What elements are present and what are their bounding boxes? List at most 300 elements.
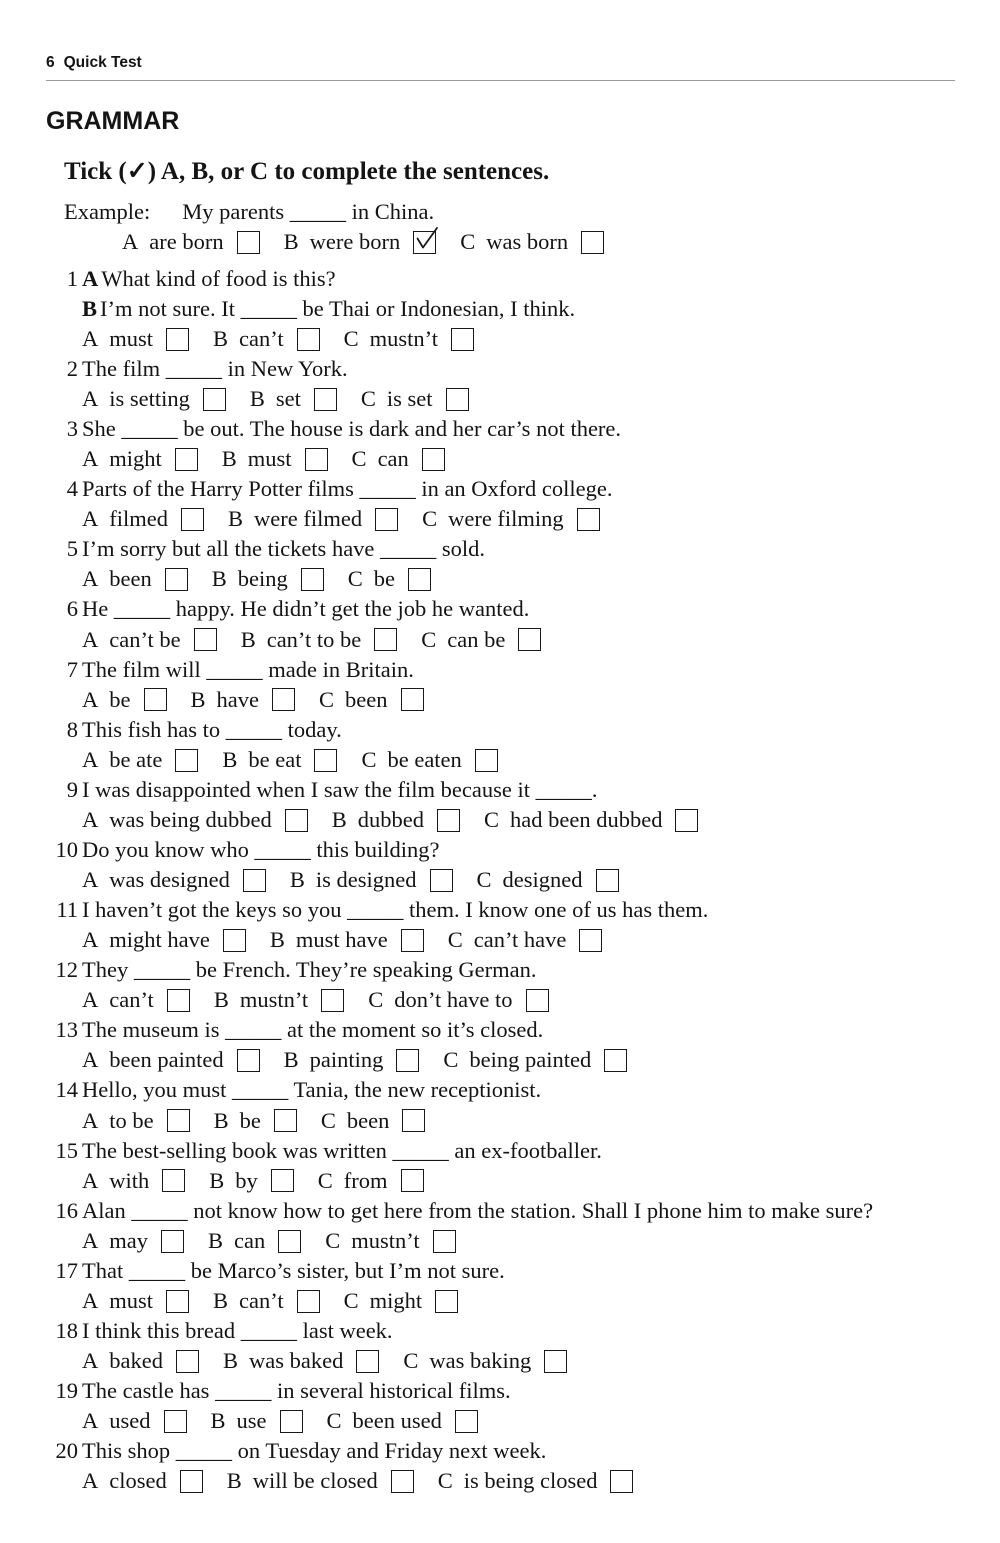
option-c [348,568,455,591]
option-a [122,228,284,254]
question-line [0,1016,1000,1046]
option-text: dubbed [357,806,424,832]
option-text: by [235,1167,258,1193]
answer-options [0,1406,1000,1436]
option-letter: A [82,506,99,532]
option-text: baked [109,1348,163,1374]
answer-checkbox[interactable] [175,448,198,471]
option-text: closed [109,1468,167,1494]
option-text: be ate [109,746,163,772]
question-2 [0,354,1000,414]
tick-icon [413,230,436,253]
option-text: been painted [109,1047,224,1073]
option-letter: A [82,1348,99,1374]
answer-options [0,1226,1000,1256]
option-letter: A [82,626,99,652]
option-letter: C [476,867,492,893]
option-text: were filming [448,506,564,532]
option-text: been [109,566,152,592]
option-a [82,746,222,772]
option-letter: C [347,566,363,592]
option-c [327,1410,502,1433]
option-letter: C [351,446,367,472]
answer-checkbox[interactable] [285,809,308,832]
answer-checkbox[interactable] [161,1230,184,1253]
answer-checkbox[interactable] [446,388,469,411]
option-text: can’t [239,325,284,351]
answer-checkbox[interactable] [164,1410,187,1433]
option-letter: B [331,806,347,832]
option-letter: B [213,1107,229,1133]
option-c [352,448,469,471]
answer-options [0,444,1000,474]
option-text: don’t have to [394,987,513,1013]
answer-checkbox[interactable] [278,1230,301,1253]
answer-checkbox[interactable] [176,1350,199,1373]
answer-checkbox[interactable] [408,568,431,591]
question-number: 18 [55,1317,78,1343]
question-number: 5 [66,536,78,562]
question-19 [0,1376,1000,1436]
option-text: being [237,566,288,592]
option-b [284,1049,444,1072]
option-a [82,628,241,651]
option-b [241,628,422,651]
option-letter: C [447,927,463,953]
option-letter: C [319,686,335,712]
question-text: Hello, you must _____ Tania, the new receptionist. [82,1077,542,1103]
option-a [82,1287,213,1313]
option-text: must have [295,927,388,953]
option-letter: A [82,1047,99,1073]
question-text: He _____ happy. He didn’t get the job he wanted. [82,596,530,622]
option-a [82,869,290,892]
answer-checkbox[interactable] [272,688,295,711]
answer-checkbox[interactable] [180,1470,203,1493]
option-c [438,1470,658,1493]
option-a [82,1350,223,1373]
option-text: can’t have [473,927,567,953]
example-sentence-row [64,197,434,227]
question-1 [0,264,1000,354]
question-number: 13 [55,1017,78,1043]
option-b [222,448,352,471]
answer-checkbox[interactable] [167,989,190,1012]
option-c [343,1287,483,1313]
question-line [0,1076,1000,1106]
option-letter: C [460,228,476,254]
question-7 [0,655,1000,715]
option-text: can be [447,626,506,652]
option-text: can’t [239,1287,284,1313]
question-text: The best-selling book was written _____ an ex-footballer. [82,1137,602,1163]
option-b [191,688,320,711]
option-text: was baked [249,1348,344,1374]
option-b [214,1109,321,1132]
answer-checkbox[interactable] [675,809,698,832]
question-text: That _____ be Marco’s sister, but I’m not sure. [82,1257,505,1283]
option-b [270,929,448,952]
option-letter: A [82,1167,99,1193]
question-line [0,1316,1000,1346]
option-c [421,628,565,651]
option-letter: B [226,1468,242,1494]
option-a [82,989,214,1012]
option-letter: A [82,446,99,472]
answer-checkbox[interactable] [396,1049,419,1072]
answer-checkbox[interactable] [223,929,246,952]
option-a [82,1169,209,1192]
question-number: 12 [55,957,78,983]
answer-checkbox[interactable] [374,628,397,651]
option-text: designed [502,867,583,893]
option-text: used [109,1408,151,1434]
answer-options [0,1106,1000,1136]
answer-checkbox[interactable] [402,1109,425,1132]
option-a [82,1227,208,1253]
answer-checkbox[interactable] [435,1290,458,1313]
option-text: must [247,446,292,472]
option-text: is being closed [463,1468,598,1494]
option-text: might [369,1287,423,1313]
answer-checkbox[interactable] [203,388,226,411]
option-letter: C [437,1468,453,1494]
option-text: be eaten [387,746,462,772]
question-text: I was disappointed when I saw the film because it _____. [82,776,598,802]
question-list [0,264,1000,1497]
answer-checkbox[interactable] [475,749,498,772]
option-letter: C [320,1107,336,1133]
answer-checkbox[interactable] [274,1109,297,1132]
answer-checkbox[interactable] [167,1109,190,1132]
option-b [283,228,461,254]
option-a [82,806,332,832]
answer-checkbox[interactable] [391,1470,414,1493]
option-letter: B [283,228,299,254]
question-text: She _____ be out. The house is dark and her car’s not there. [82,416,622,442]
question-5 [0,535,1000,595]
option-c [361,388,493,411]
question-number: 9 [66,776,78,802]
page-number: 6 [46,54,55,71]
option-b [213,325,344,351]
option-letter: B [269,927,285,953]
question-6 [0,595,1000,655]
answer-checkbox[interactable] [162,1169,185,1192]
question-number: 15 [55,1137,78,1163]
option-text: are born [149,228,224,254]
option-letter: C [422,506,438,532]
option-letter: B [213,1287,229,1313]
option-a [82,1410,211,1433]
option-letter: A [82,386,99,412]
option-letter: B [289,867,305,893]
answer-checkbox[interactable] [271,1169,294,1192]
option-a [82,388,250,411]
option-text: be [239,1107,261,1133]
option-letter: B [213,987,229,1013]
option-text: mustn’t [369,325,438,351]
option-c [368,989,572,1012]
option-text: be [109,686,131,712]
option-text: will be closed [252,1468,378,1494]
instruction: Tick (✓) A, B, or C to complete the sentences. [64,158,550,185]
option-b [222,746,361,772]
option-text: might [109,446,162,472]
example-sentence: My parents _____ in China. [182,198,435,224]
option-c [483,806,722,832]
option-letter: C [325,1227,341,1253]
option-letter: C [360,386,376,412]
answer-options [0,865,1000,895]
answer-checkbox[interactable] [314,749,337,772]
question-line [0,1436,1000,1466]
question-text: The film will _____ made in Britain. [82,656,414,682]
answer-checkbox[interactable] [175,749,198,772]
option-letter: B [283,1047,299,1073]
option-text: were filmed [254,506,363,532]
option-c [460,228,628,254]
question-text: Do you know who _____ this building? [82,836,440,862]
answer-options [0,1467,1000,1497]
question-10 [0,835,1000,895]
answer-options [0,1286,1000,1316]
question-line [0,775,1000,805]
question-line [0,294,1000,324]
option-c [477,869,643,892]
question-line [0,354,1000,384]
question-text: I’m not sure. It _____ be Thai or Indonesian, I think. [100,295,576,321]
option-letter: A [82,1408,99,1434]
question-18 [0,1316,1000,1376]
speaker-label: A [82,265,99,291]
question-text: What kind of food is this? [101,265,336,291]
question-17 [0,1256,1000,1316]
question-number: 4 [66,476,78,502]
answer-checkbox[interactable] [165,568,188,591]
option-text: had been dubbed [510,806,663,832]
answer-checkbox[interactable] [243,869,266,892]
option-text: is set [386,386,433,412]
option-c [325,1227,479,1253]
option-letter: B [211,566,227,592]
answer-checkbox[interactable] [430,869,453,892]
answer-checkbox[interactable] [401,929,424,952]
option-a [82,1470,227,1493]
question-number: 20 [55,1438,78,1464]
question-8 [0,715,1000,775]
option-letter: C [317,1167,333,1193]
answer-checkbox[interactable] [526,989,549,1012]
option-text: can’t be [109,626,181,652]
option-b [209,1169,318,1192]
option-letter: C [403,1348,419,1374]
option-c [448,929,627,952]
question-number: 6 [66,596,78,622]
answer-options [0,324,1000,354]
question-text: The castle has _____ in several historical films. [82,1378,511,1404]
answer-checkbox[interactable] [579,929,602,952]
answer-checkbox[interactable] [166,1290,189,1313]
answer-checkbox[interactable] [401,688,424,711]
option-a [82,688,191,711]
option-letter: C [368,987,384,1013]
answer-checkbox[interactable] [544,1350,567,1373]
question-text: The film _____ in New York. [82,355,348,381]
option-text: must [109,325,154,351]
option-letter: B [213,325,229,351]
option-letter: A [82,1287,99,1313]
option-text: may [109,1227,148,1253]
option-b [227,1470,438,1493]
option-text: to be [109,1107,154,1133]
answer-checkbox[interactable] [581,231,604,254]
option-letter: B [222,746,238,772]
answer-checkbox[interactable] [375,508,398,531]
answer-checkbox[interactable] [518,628,541,651]
page-header [46,54,142,72]
speaker-label: B [82,295,98,321]
option-b [290,869,477,892]
answer-checkbox[interactable] [297,328,320,351]
answer-checkbox[interactable] [455,1410,478,1433]
answer-checkbox[interactable] [301,568,324,591]
question-line [0,1196,1000,1226]
question-number: 14 [55,1077,78,1103]
option-letter: A [82,325,99,351]
answer-options [0,805,1000,835]
header-rule [46,80,955,81]
answer-options [0,925,1000,955]
option-c [361,746,521,772]
answer-checkbox[interactable] [401,1169,424,1192]
option-text: been used [352,1408,442,1434]
answer-checkbox[interactable] [577,508,600,531]
answer-checkbox[interactable] [194,628,217,651]
option-text: must [109,1287,154,1313]
question-line [0,1136,1000,1166]
answer-checkbox[interactable] [297,1290,320,1313]
option-text: can [377,446,409,472]
question-line [0,895,1000,925]
option-text: be [373,566,396,592]
option-text: set [275,386,301,412]
option-letter: B [222,1348,238,1374]
answer-checkbox[interactable] [610,1470,633,1493]
option-text: being painted [469,1047,592,1073]
option-a [82,325,213,351]
question-text: I haven’t got the keys so you _____ them. I know one of us has them. [82,897,709,923]
question-4 [0,474,1000,534]
option-b [223,1350,403,1373]
question-number: 10 [55,836,78,862]
answer-options [0,986,1000,1016]
option-letter: B [249,386,265,412]
question-line [0,474,1000,504]
answer-checkbox[interactable] [413,231,436,254]
option-letter: B [227,506,243,532]
option-text: was being dubbed [109,806,272,832]
option-text: have [216,686,259,712]
option-letter: C [343,1287,359,1313]
option-text: was designed [109,867,230,893]
example-label: Example: [64,198,151,224]
answer-options [0,685,1000,715]
option-a [82,508,228,531]
question-13 [0,1016,1000,1076]
answer-checkbox[interactable] [166,328,189,351]
question-9 [0,775,1000,835]
answer-options [0,384,1000,414]
option-c [343,325,498,351]
option-letter: A [122,228,139,254]
answer-checkbox[interactable] [181,508,204,531]
answer-checkbox[interactable] [422,448,445,471]
option-letter: A [82,867,99,893]
question-16 [0,1196,1000,1256]
question-line [0,715,1000,745]
question-line [0,595,1000,625]
question-12 [0,955,1000,1015]
option-letter: C [361,746,377,772]
answer-checkbox[interactable] [305,448,328,471]
option-text: filmed [109,506,168,532]
question-text: This shop _____ on Tuesday and Friday next week. [82,1438,547,1464]
answer-checkbox[interactable] [321,989,344,1012]
option-text: is setting [109,386,190,412]
option-letter: A [82,566,99,592]
answer-checkbox[interactable] [314,388,337,411]
option-letter: C [421,626,437,652]
option-letter: C [443,1047,459,1073]
answer-checkbox[interactable] [280,1410,303,1433]
option-letter: A [82,806,99,832]
option-text: was baking [429,1348,532,1374]
answer-checkbox[interactable] [237,231,260,254]
option-b [250,388,361,411]
option-letter: A [82,1107,99,1133]
answer-checkbox[interactable] [437,809,460,832]
answer-checkbox[interactable] [596,869,619,892]
answer-checkbox[interactable] [144,688,167,711]
answer-checkbox[interactable] [604,1049,627,1072]
question-number: 7 [66,656,78,682]
option-text: can’t to be [266,626,362,652]
question-line [0,264,1000,294]
option-text: might have [109,927,210,953]
question-line [0,835,1000,865]
answer-checkbox[interactable] [451,328,474,351]
answer-checkbox[interactable] [433,1230,456,1253]
answer-options [0,1046,1000,1076]
question-number: 17 [55,1257,78,1283]
option-c [403,1350,591,1373]
option-b [213,1287,344,1313]
answer-options [0,625,1000,655]
header-title: Quick Test [63,54,142,71]
answer-checkbox[interactable] [237,1049,260,1072]
option-letter: A [82,987,99,1013]
option-text: mustn’t [239,987,309,1013]
option-c [319,688,448,711]
option-letter: A [82,1227,99,1253]
question-3 [0,414,1000,474]
answer-checkbox[interactable] [356,1350,379,1373]
question-11 [0,895,1000,955]
answer-options [0,565,1000,595]
section-title: GRAMMAR [46,107,180,135]
question-number: 8 [66,716,78,742]
